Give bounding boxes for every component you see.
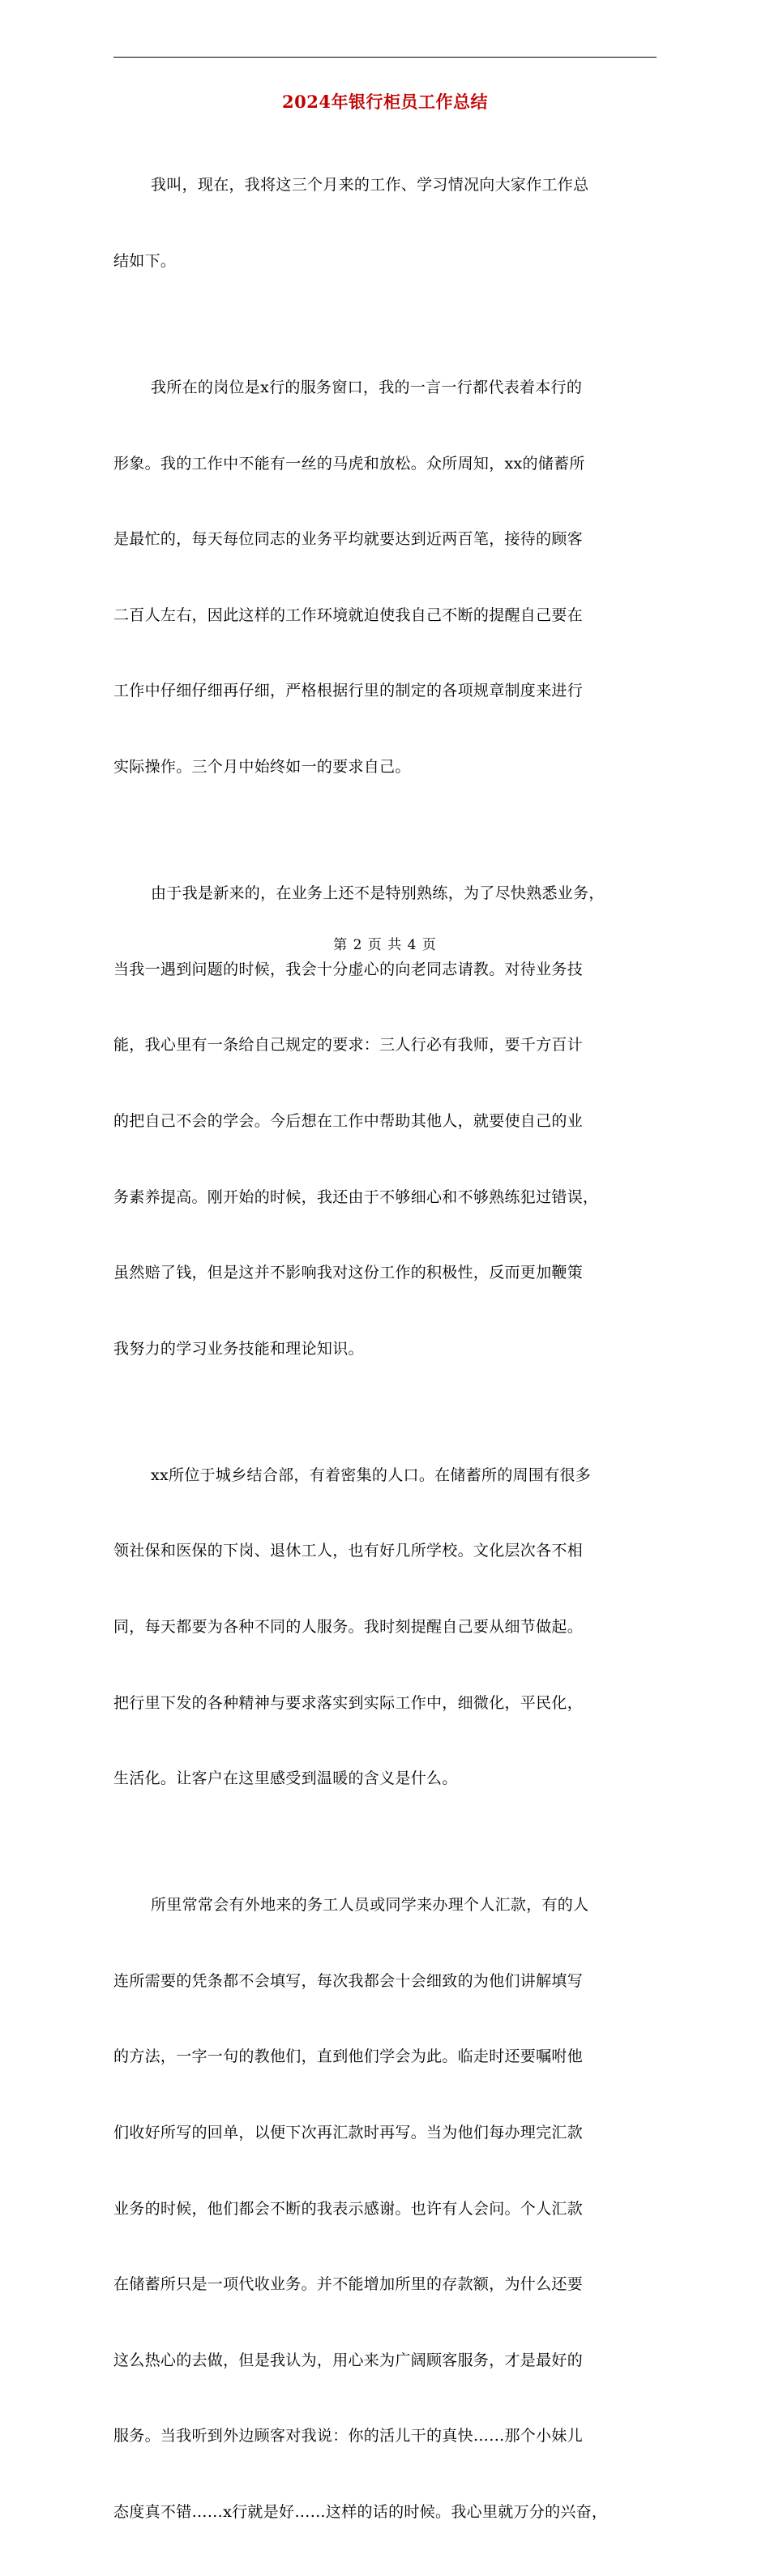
paragraph-3 — [113, 831, 657, 1413]
text-line: 们收好所写的回单，以便下次再汇款时再写。当为他们每办理完汇款 — [113, 2124, 584, 2142]
text-line: 的把自己不会的学会。今后想在工作中帮助其他人，就要使自己的业 — [113, 1111, 584, 1130]
text-line: 连所需要的凭条都不会填写，每次我都会十会细致的为他们讲解填写 — [113, 1971, 584, 1990]
paragraph-5 — [113, 1842, 657, 2576]
page-number-footer: 第 2 页 共 4 页 — [333, 937, 437, 953]
text-line: 由于我是新来的，在业务上还不是特别熟练，为了尽快熟悉业务， — [151, 884, 605, 903]
text-line: 结如下。 — [113, 252, 177, 271]
document-body — [113, 122, 657, 2576]
text-line: 我努力的学习业务技能和理论知识。 — [113, 1339, 364, 1358]
text-line: 在储蓄所只是一项代收业务。并不能增加所里的存款额，为什么还要 — [113, 2275, 584, 2294]
paragraph-4 — [113, 1412, 657, 1842]
text-line: 同，每天都要为各种不同的人服务。我时刻提醒自己要从细节做起。 — [113, 1617, 584, 1636]
text-line: 业务的时候，他们都会不断的我表示感谢。也许有人会问。个人汇款 — [113, 2199, 584, 2218]
text-line: 能，我心里有一条给自己规定的要求：三人行必有我师，要千方百计 — [113, 1036, 584, 1055]
text-line: 的方法，一字一句的教他们，直到他们学会为此。临走时还要嘱咐他 — [113, 2048, 584, 2066]
text-line: 所里常常会有外地来的务工人员或同学来办理个人汇款，有的人 — [151, 1896, 589, 1915]
text-line: 把行里下发的各种精神与要求落实到实际工作中，细微化，平民化， — [113, 1693, 584, 1712]
document-title: 2024年银行柜员工作总结 — [282, 92, 488, 112]
text-line: 我所在的岗位是x行的服务窗口，我的一言一行都代表着本行的 — [151, 379, 583, 397]
text-line: 务素养提高。刚开始的时候，我还由于不够细心和不够熟练犯过错误， — [113, 1187, 599, 1206]
text-line: 实际操作。三个月中始终如一的要求自己。 — [113, 758, 411, 777]
text-line: 这么热心的去做，但是我认为，用心来为广阔顾客服务，才是最好的 — [113, 2351, 584, 2369]
text-line: 我叫，现在，我将这三个月来的工作、学习情况向大家作工作总 — [151, 176, 589, 195]
text-line: 生活化。让客户在这里感受到温暖的含义是什么。 — [113, 1769, 458, 1788]
text-line: 是最忙的，每天每位同志的业务平均就要达到近两百笔，接待的顾客 — [113, 530, 584, 549]
text-line: 工作中仔细仔细再仔细，严格根据行里的制定的各项规章制度来进行 — [113, 682, 584, 700]
text-line: 服务。当我听到外边顾客对我说：你的活儿干的真快……那个小妹儿 — [113, 2427, 584, 2445]
text-line: 领社保和医保的下岗、退休工人，也有好几所学校。文化层次各不相 — [113, 1542, 584, 1560]
text-line: 二百人左右，因此这样的工作环境就迫使我自己不断的提醒自己要在 — [113, 605, 584, 624]
paragraph-2 — [113, 325, 657, 831]
header-rule — [113, 57, 657, 58]
text-line: 态度真不错……x行就是好……这样的话的时候。我心里就万分的兴奋， — [113, 2503, 608, 2522]
text-line: xx所位于城乡结合部，有着密集的人口。在储蓄所的周围有很多 — [151, 1466, 592, 1484]
text-line: 虽然赔了钱，但是这并不影响我对这份工作的积极性，反而更加鞭策 — [113, 1264, 584, 1282]
text-line: 当我一遇到问题的时候，我会十分虚心的向老同志请教。对待业务技 — [113, 960, 584, 978]
paragraph-1 — [113, 122, 657, 325]
text-line: 形象。我的工作中不能有一丝的马虎和放松。众所周知，xx的储蓄所 — [113, 454, 585, 473]
